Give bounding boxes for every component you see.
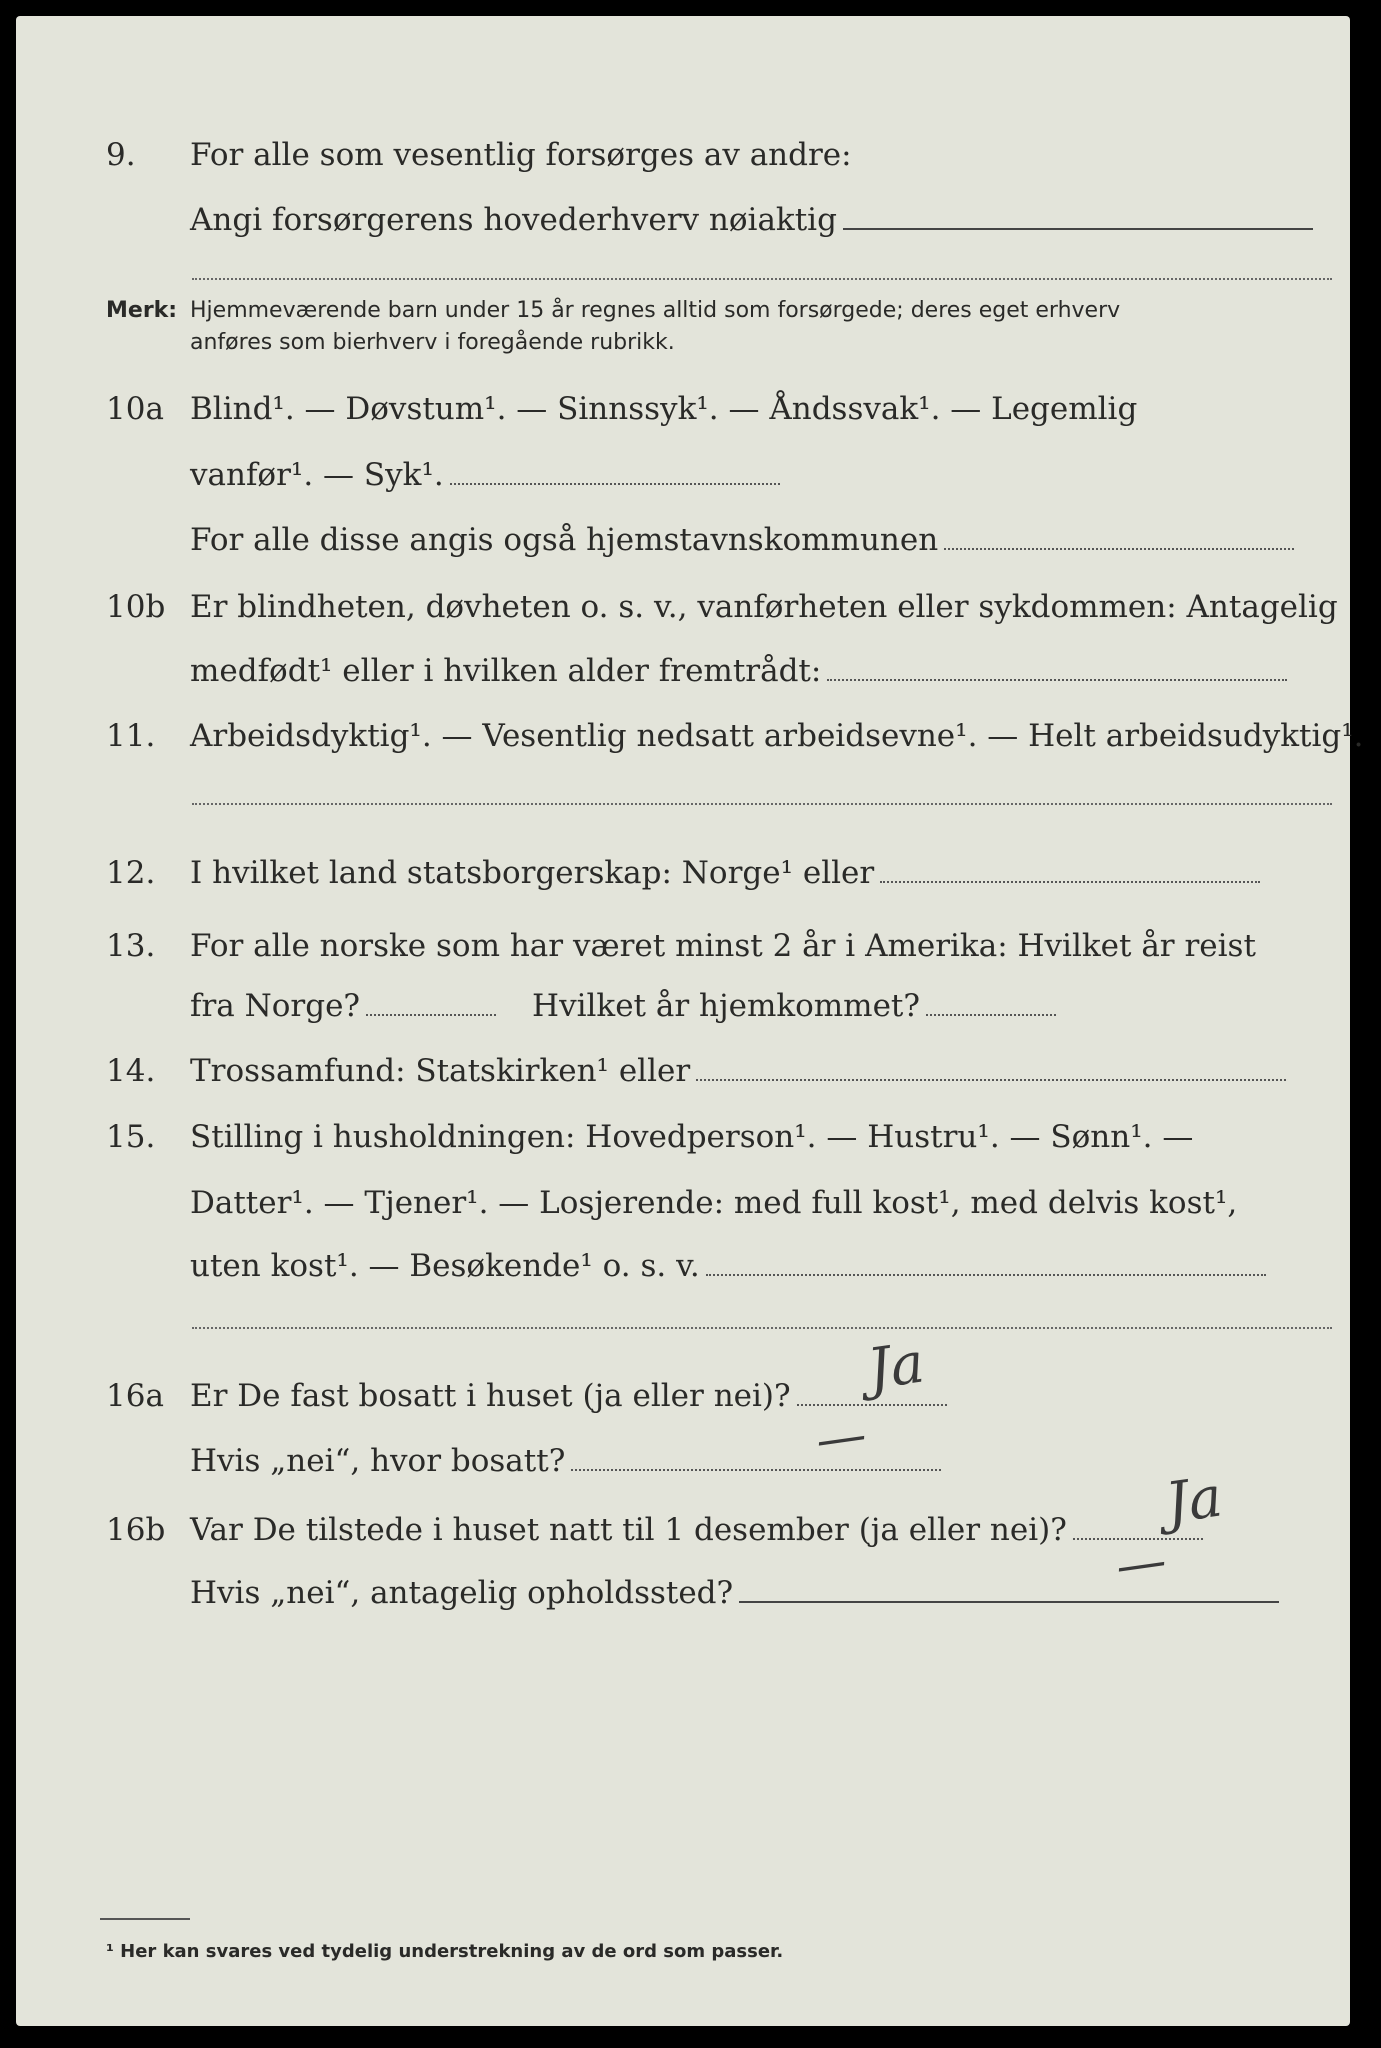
merk-note (16, 294, 1350, 328)
item-15-line2 (16, 1179, 1350, 1227)
item-text: I hvilket land statsborgerskap: Norge¹ eller (190, 855, 875, 891)
item-text: fra Norge? (190, 988, 361, 1024)
answer-line[interactable] (192, 278, 1332, 280)
answer-field-year-returned[interactable] (926, 1014, 1056, 1016)
answer-field-provider-occupation[interactable] (843, 228, 1313, 230)
handwritten-mark-16a: — (812, 1404, 870, 1470)
item-10a-line3 (16, 516, 1350, 564)
merk-label: Merk: (106, 298, 178, 323)
item-15-line1 (16, 1113, 1350, 1161)
item-text: Hvilket år hjemkommet? (532, 988, 921, 1024)
item-10b-line2 (16, 647, 1350, 695)
item-number: 12. (106, 855, 156, 891)
merk-note-line2 (16, 326, 1350, 360)
answer-field-home-municipality[interactable] (944, 548, 1294, 550)
item-16a-line1 (16, 1372, 1350, 1420)
item-text: Er De fast bosatt i huset (ja eller nei)? (190, 1378, 791, 1414)
answer-field-onset-age[interactable] (827, 679, 1287, 681)
item-14-line1 (16, 1047, 1350, 1095)
item-9-line2 (16, 196, 1350, 244)
item-number: 14. (106, 1053, 156, 1089)
handwritten-mark-16b: — (1112, 1530, 1170, 1596)
answer-field-whereabouts[interactable] (739, 1601, 1279, 1603)
answer-line[interactable] (192, 803, 1332, 805)
item-text: For alle disse angis også hjemstavnskommunen (190, 522, 939, 558)
item-12-line1 (16, 849, 1350, 897)
handwritten-answer-16a: Ja (863, 1330, 929, 1403)
item-text: Datter¹. — Tjener¹. — Losjerende: med full kost¹, med delvis kost¹, (190, 1185, 1238, 1221)
item-number: 11. (106, 718, 156, 754)
answer-field-year-left[interactable] (366, 1014, 496, 1016)
item-text: Stilling i husholdningen: Hovedperson¹. — Hustru¹. — Sønn¹. — (190, 1119, 1194, 1155)
item-13-line1 (16, 922, 1350, 970)
item-number: 15. (106, 1119, 156, 1155)
footnote: ¹ Her kan svares ved tydelig understrekning av de ord som passer. (106, 1941, 784, 1962)
item-text: Arbeidsdyktig¹. — Vesentlig nedsatt arbeidsevne¹. — Helt arbeidsudyktig¹. (190, 718, 1364, 754)
item-number: 10b (106, 589, 166, 625)
item-text: Blind¹. — Døvstum¹. — Sinnssyk¹. — Åndssvak¹. — Legemlig (190, 391, 1138, 427)
answer-field-permanent-resident[interactable] (797, 1404, 947, 1406)
item-11-line1 (16, 712, 1364, 760)
answer-field-citizenship[interactable] (880, 881, 1260, 883)
item-16a-line2 (16, 1437, 1350, 1485)
item-10a-line2 (16, 451, 1350, 499)
item-text: medfødt¹ eller i hvilken alder fremtrådt: (190, 653, 822, 689)
item-text: Var De tilstede i huset natt til 1 desember (ja eller nei)? (190, 1512, 1067, 1548)
census-form-page (16, 16, 1364, 2026)
item-13-line2 (16, 982, 1350, 1030)
answer-field-resident-where[interactable] (571, 1469, 941, 1471)
item-text: Trossamfund: Statskirken¹ eller (190, 1053, 691, 1089)
item-number: 13. (106, 928, 156, 964)
merk-text-line2: anføres som bierhverv i foregående rubrikk. (190, 330, 675, 355)
item-15-line3 (16, 1242, 1350, 1290)
handwritten-answer-16b: Ja (1161, 1464, 1227, 1537)
footnote-rule (100, 1918, 190, 1920)
item-9-line1 (16, 131, 1350, 179)
item-text: Hvis „nei“, antagelig opholdssted? (190, 1575, 734, 1611)
item-number: 16a (106, 1378, 164, 1414)
merk-text-line1: Hjemmeværende barn under 15 år regnes alltid som forsørgede; deres eget erhverv (190, 298, 1121, 323)
item-text: Angi forsørgerens hovederhverv nøiaktig (190, 202, 837, 238)
item-text: Er blindheten, døvheten o. s. v., vanførheten eller sykdommen: Antagelig (190, 589, 1338, 625)
item-number: 9. (106, 137, 136, 173)
item-10b-line1 (16, 583, 1350, 631)
item-text: vanfør¹. — Syk¹. (190, 457, 444, 493)
item-text: Hvis „nei“, hvor bosatt? (190, 1443, 566, 1479)
item-10a-line1 (16, 385, 1350, 433)
item-text: uten kost¹. — Besøkende¹ o. s. v. (190, 1248, 700, 1284)
item-number: 16b (106, 1512, 166, 1548)
answer-field-household-role[interactable] (706, 1274, 1266, 1276)
answer-field-religion[interactable] (696, 1079, 1286, 1081)
answer-field-illness[interactable] (450, 483, 780, 485)
item-text: For alle norske som har været minst 2 år i Amerika: Hvilket år reist (190, 928, 1256, 964)
item-number: 10a (106, 391, 164, 427)
answer-line[interactable] (192, 1327, 1332, 1329)
item-text: For alle som vesentlig forsørges av andre: (190, 137, 852, 173)
